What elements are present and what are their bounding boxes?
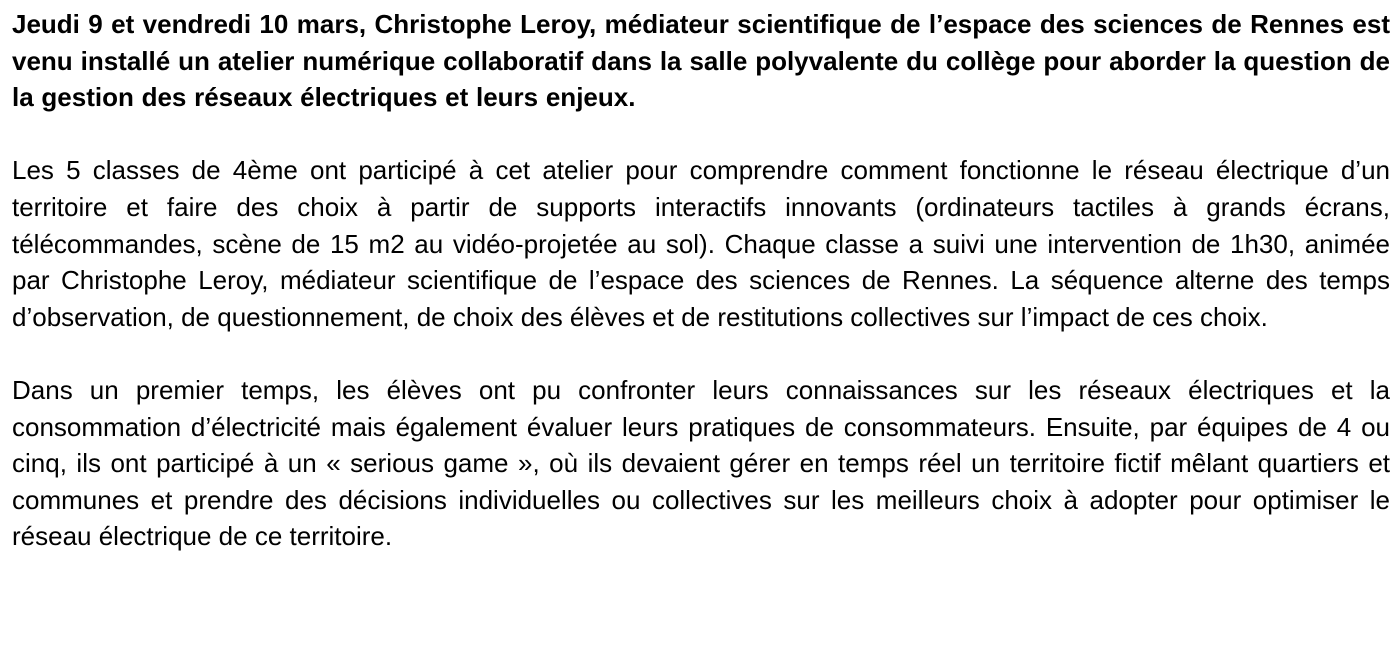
body-paragraph-classes: Les 5 classes de 4ème ont participé à cet atelier pour comprendre comment fonctionne le réseau électrique d’un territoire et faire des choix à partir de supports interactifs innovants (ordinateurs tactiles à grands écrans, télécommandes, scène de 15 m2 au vidéo-projetée au sol). Chaque classe a suivi une intervention de 1h30, animée par Christophe Leroy, médiateur scientifique de l’espace des sciences de Rennes. La séquence alterne des temps d’observation, de questionnement, de choix des élèves et de restitutions collectives sur l’impact de ces choix. [12,155,1390,332]
intro-paragraph: Jeudi 9 et vendredi 10 mars, Christophe Leroy, médiateur scientifique de l’espace des sciences de Rennes est venu installé un atelier numérique collaboratif dans la salle polyvalente du collège pour aborder la question de la gestion des réseaux électriques et leurs enjeux. [12,9,1390,113]
paragraph-spacer [12,335,1390,372]
body-paragraph-serious-game: Dans un premier temps, les élèves ont pu confronter leurs connaissances sur les réseaux électriques et la consommation d’électricité mais également évaluer leurs pratiques de consommateurs. Ensuite, par équipes de 4 ou cinq, ils ont participé à un « serious game », où ils devaient gérer en temps réel un territoire fictif mêlant quartiers et communes et prendre des décisions individuelles ou collectives sur les meilleurs choix à adopter pour optimiser le réseau électrique de ce territoire. [12,374,1390,552]
article-body [12,6,1390,555]
paragraph-spacer [12,116,1390,153]
